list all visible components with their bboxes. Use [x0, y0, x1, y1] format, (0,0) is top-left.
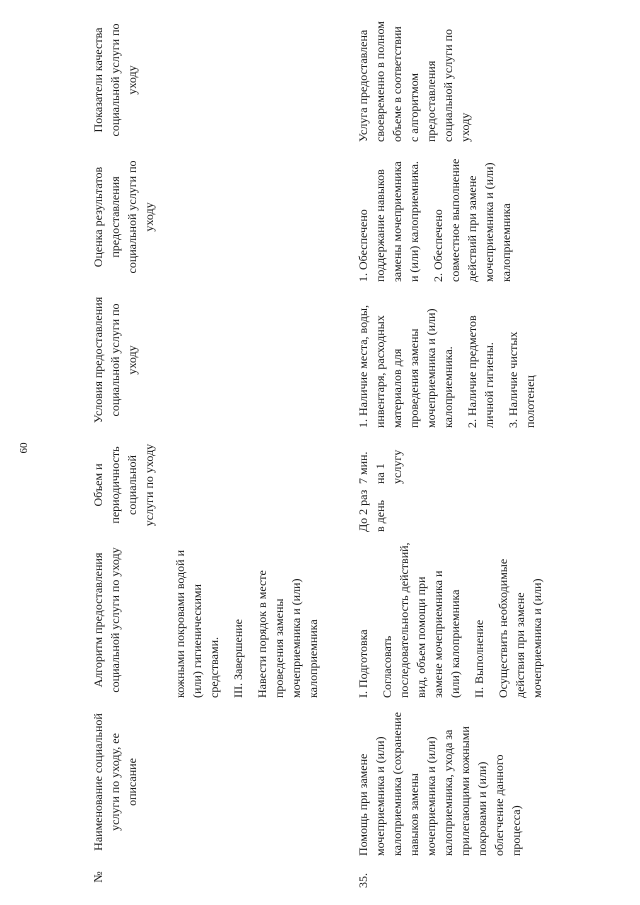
table-row-continuation	[172, 13, 329, 893]
row-number: 35.	[356, 873, 370, 888]
algorithm-cell	[329, 537, 553, 703]
header-volume: Объем и периодичность социальной услуги по уходу	[91, 443, 156, 527]
condition-item: 2. Наличие предметов личной гигиены.	[465, 315, 496, 428]
algorithm-text: Согласовать последовательность действий, вид, объем помощи при замене мочеприемника и (или) калоприемника	[380, 542, 462, 698]
algorithm-text: Осуществить необходимые действия при замене мочеприемника и (или)	[496, 558, 544, 698]
algorithm-step-heading: II. Выполнение	[472, 619, 486, 698]
continuation-algorithm-cell	[172, 537, 329, 703]
algorithm-step-heading: I. Подготовка	[356, 629, 370, 698]
table-header	[88, 13, 172, 893]
header-no: №	[91, 871, 105, 883]
header-indicators: Показатели качества социальной услуги по уходу	[91, 23, 139, 137]
algorithm-text: кожными покровами водой и (или) гигиеническими средствами.	[173, 549, 221, 698]
volume-cell	[329, 433, 553, 537]
header-name: Наименование социальной услуги по уходу, ее описание	[91, 713, 139, 851]
condition-item: 3. Наличие чистых полотенец	[506, 331, 537, 428]
page-number: 60	[18, 442, 30, 454]
table-row-35	[329, 13, 553, 893]
condition-item: 1. Наличие места, воды, инвентаря, расходных материалов для проведения замены мочеприемника и (или) калоприемника.	[356, 305, 455, 428]
conditions-cell	[329, 287, 553, 433]
indicators-cell: Услуга предоставлена своевременно в полном объеме в соответствии с алгоритмом предоставления социальной услуги по уходу	[356, 21, 472, 142]
volume-frequency: До 2 раз в день	[356, 489, 387, 532]
algorithm-step-heading: III. Завершение	[231, 619, 245, 698]
service-name-cell: Помощь при замене мочеприемника и (или) калоприемника (сохранение навыков замены мочеприемника и (или) калоприемника, ухода за прилегающими кожными покровами и (или) облегчение данного процесса)	[356, 712, 523, 856]
rotated-table-container	[88, 13, 640, 893]
evaluation-item: 1. Обеспечено поддержание навыков замены мочеприемника и (или) калоприемника.	[356, 161, 421, 282]
social-care-table	[88, 13, 553, 893]
evaluation-item: 2. Обеспечено совместное выполнение действий при замене мочеприемника и (или) калоприемника	[431, 158, 513, 282]
header-conditions: Условия предоставления социальной услуги по уходу	[91, 296, 139, 424]
algorithm-text: Навести порядок в месте проведения замены мочеприемника и (или) калоприемника	[255, 570, 320, 698]
header-algorithm: Алгоритм предоставления социальной услуги по уходу	[91, 547, 122, 693]
volume-duration: 7 мин. на 1 услугу	[356, 449, 404, 484]
evaluation-cell	[329, 147, 553, 287]
header-evaluation: Оценка результатов предоставления социальной услуги по уходу	[91, 160, 156, 274]
